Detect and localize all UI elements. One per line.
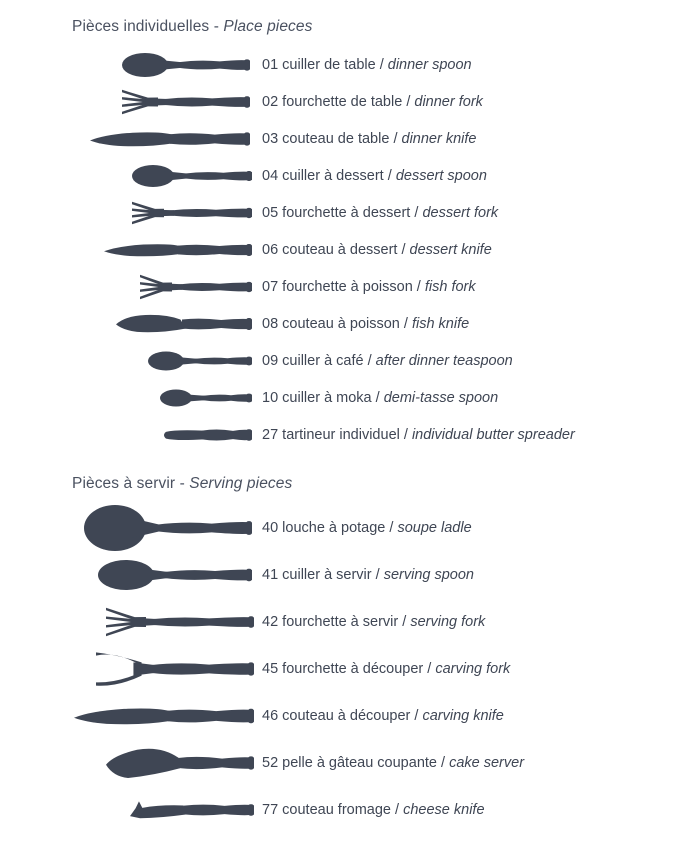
cutlery-number: 77 [262,802,279,818]
cutlery-name-separator: / [379,57,384,73]
cutlery-silhouette-fork-icon [132,197,252,233]
cutlery-row [0,604,674,640]
cutlery-row [0,269,674,305]
cutlery-name-en: dessert fork [422,205,499,221]
cutlery-name-en: serving spoon [383,567,474,583]
cutlery-name-en: soupe ladle [397,520,472,536]
cutlery-name-fr: tartineur individuel [282,427,400,443]
cutlery-name-separator: / [375,567,380,583]
cutlery-name-separator: / [406,94,411,110]
cutlery-label [262,158,487,194]
cutlery-name-en: after dinner teaspoon [375,353,513,369]
cutlery-row [0,651,674,687]
cutlery-label [262,792,485,828]
cutlery-name-fr: fourchette à poisson [282,279,413,295]
cutlery-label [262,557,474,593]
cutlery-row [0,232,674,268]
cutlery-name-separator: / [393,131,398,147]
cutlery-row [0,158,674,194]
cutlery-name-fr: couteau fromage [282,802,391,818]
cutlery-row [0,47,674,83]
cutlery-silhouette-spreader-icon [164,422,252,458]
cutlery-label [262,195,498,231]
cutlery-row [0,84,674,120]
cutlery-row [0,343,674,379]
cutlery-name-separator: / [387,168,392,184]
section-heading-en: Serving pieces [189,475,293,492]
cutlery-name-en: dinner spoon [387,57,472,73]
cutlery-silhouette-spoon-icon [160,382,252,418]
cutlery-silhouette-knife-icon [74,702,254,738]
cutlery-name-separator: / [427,661,432,677]
cutlery-name-fr: cuiller à moka [282,390,372,406]
cutlery-row [0,417,674,453]
cutlery-label [262,380,498,416]
cutlery-name-separator: / [414,205,419,221]
cutlery-silhouette-spoon-icon [148,345,252,381]
section-heading-1 [72,18,312,36]
cutlery-silhouette-spoon-icon [98,557,252,593]
cutlery-number: 01 [262,57,279,73]
cutlery-silhouette-cheeseknife-icon [130,796,254,832]
cutlery-label [262,510,472,546]
section-heading-fr: Pièces individuelles [72,18,210,35]
cutlery-name-separator: / [402,614,407,630]
cutlery-name-fr: fourchette à dessert [282,205,411,221]
cutlery-name-en: dessert knife [409,242,492,258]
cutlery-label [262,232,492,268]
cutlery-name-en: fish knife [411,316,470,332]
cutlery-name-fr: cuiller à servir [282,567,372,583]
cutlery-name-fr: couteau à dessert [282,242,398,258]
cutlery-silhouette-fork-icon [122,86,250,122]
cutlery-name-en: serving fork [410,614,486,630]
cutlery-silhouette-spoon-icon [84,502,252,538]
cutlery-name-en: fish fork [424,279,476,295]
cutlery-number: 04 [262,168,279,184]
cutlery-name-en: carving fork [435,661,511,677]
cutlery-name-en: demi-tasse spoon [383,390,499,406]
cutlery-number: 27 [262,427,279,443]
cutlery-name-separator: / [403,427,408,443]
cutlery-name-separator: / [441,755,446,771]
section-heading-separator: - [213,18,219,35]
cutlery-name-separator: / [414,708,419,724]
cutlery-row [0,557,674,593]
cutlery-name-separator: / [367,353,372,369]
cutlery-number: 03 [262,131,279,147]
cutlery-name-separator: / [389,520,394,536]
section-heading-separator: - [179,475,185,492]
cutlery-number: 45 [262,661,279,677]
cutlery-name-fr: louche à potage [282,520,386,536]
cutlery-name-en: cheese knife [403,802,485,818]
cutlery-name-fr: cuiller à café [282,353,364,369]
cutlery-number: 06 [262,242,279,258]
cutlery-silhouette-fishknife-icon [116,309,252,345]
cutlery-number: 42 [262,614,279,630]
cutlery-silhouette-server-icon [106,744,254,780]
cutlery-name-fr: couteau à poisson [282,316,400,332]
cutlery-label [262,47,472,83]
section-heading-2 [72,475,292,493]
cutlery-name-separator: / [375,390,380,406]
cutlery-number: 07 [262,279,279,295]
cutlery-name-en: dessert spoon [395,168,487,184]
cutlery-label [262,745,524,781]
section-heading-en: Place pieces [223,18,313,35]
cutlery-number: 08 [262,316,279,332]
cutlery-silhouette-fork-icon [140,271,252,307]
cutlery-name-separator: / [403,316,408,332]
cutlery-number: 05 [262,205,279,221]
cutlery-name-fr: fourchette à découper [282,661,424,677]
cutlery-row [0,306,674,342]
cutlery-number: 02 [262,94,279,110]
cutlery-name-fr: fourchette à servir [282,614,399,630]
cutlery-row [0,698,674,734]
cutlery-row [0,510,674,546]
cutlery-label [262,306,469,342]
cutlery-number: 41 [262,567,279,583]
cutlery-row [0,745,674,781]
cutlery-label [262,121,476,157]
cutlery-name-en: dinner knife [401,131,477,147]
cutlery-silhouette-knife-icon [90,125,250,161]
cutlery-number: 10 [262,390,279,406]
cutlery-row [0,380,674,416]
cutlery-number: 09 [262,353,279,369]
cutlery-name-en: individual butter spreader [411,427,575,443]
cutlery-label [262,698,504,734]
cutlery-silhouette-spoon-icon [132,160,252,196]
cutlery-name-fr: couteau de table [282,131,390,147]
cutlery-silhouette-carvefork-icon [96,648,254,684]
cutlery-row [0,792,674,828]
cutlery-row [0,121,674,157]
cutlery-name-fr: pelle à gâteau coupante [282,755,437,771]
cutlery-silhouette-knife-icon [104,236,252,272]
cutlery-name-en: cake server [449,755,525,771]
cutlery-label [262,417,575,453]
cutlery-number: 46 [262,708,279,724]
cutlery-row [0,195,674,231]
cutlery-label [262,651,510,687]
cutlery-label [262,84,483,120]
section-heading-fr: Pièces à servir [72,475,176,492]
cutlery-name-fr: fourchette de table [282,94,403,110]
cutlery-name-separator: / [416,279,421,295]
cutlery-name-fr: cuiller de table [282,57,376,73]
cutlery-name-separator: / [395,802,400,818]
cutlery-name-en: carving knife [422,708,504,724]
cutlery-number: 40 [262,520,279,536]
cutlery-silhouette-fork-icon [106,605,254,641]
cutlery-label [262,604,485,640]
cutlery-name-fr: cuiller à dessert [282,168,384,184]
cutlery-name-fr: couteau à découper [282,708,411,724]
cutlery-label [262,343,513,379]
cutlery-name-separator: / [401,242,406,258]
cutlery-silhouette-spoon-icon [122,49,250,85]
cutlery-name-en: dinner fork [414,94,483,110]
cutlery-number: 52 [262,755,279,771]
cutlery-label [262,269,476,305]
